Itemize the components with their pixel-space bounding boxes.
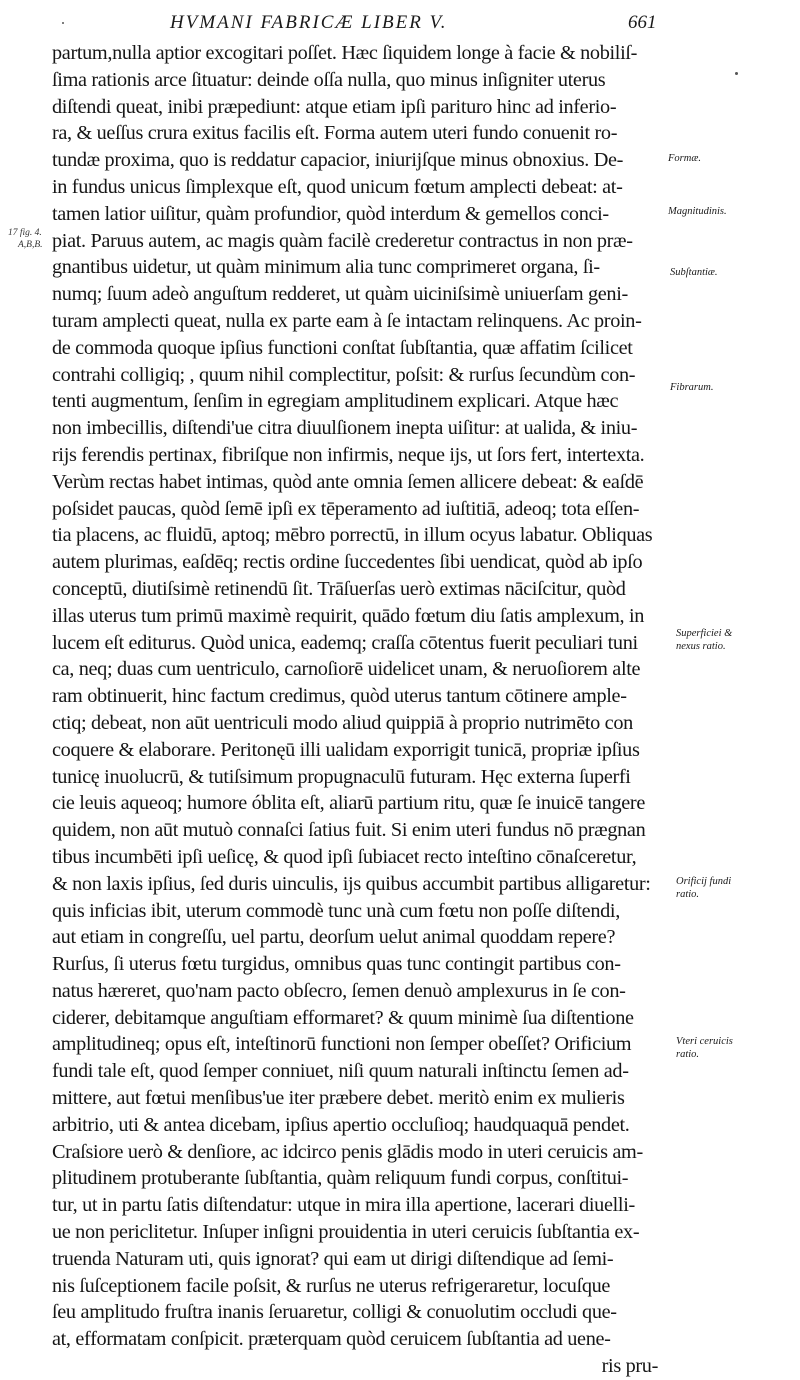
text-line: conceptū, diutiſsimè retinendū ſit. Trāſuerſas uerò extimas nāciſcitur, quòd [52,577,626,600]
text-line: plitudinem protuberante ſubſtantia, quàm reliquum fundi corpus, conſtitui- [52,1167,629,1190]
text-line: truenda Naturam uti, quis ignorat? qui eam ut dirigi diſtendique ad ſemi- [52,1247,614,1270]
text-line: gnantibus uidetur, ut quàm minimum alia tunc comprimeret organa, ſi- [52,256,600,279]
text-line: tia placens, ac fluidū, aptoq; mēbro porrectū, in illum ocyus labatur. Obliquas [52,524,653,547]
margin-note-superficiei: Superficiei & [676,628,733,639]
text-line: aut etiam in congreſſu, uel partu, deorſum uelut animal quoddam repere? [52,926,616,949]
text-line: in fundus unicus ſimplexque eſt, quod unicum fœtum amplecti debeat: at- [52,175,623,198]
figure-reference: 17 fig. 4. [8,228,42,238]
text-line: nis ſuſceptionem facile poſsit, & rurſus ne uterus refrigeraretur, locuſque [52,1274,611,1297]
text-line: natus hæreret, quo'nam pacto obſecro, ſemen denuò amplexurus in ſe con- [52,979,626,1002]
paper-speck [62,22,64,24]
text-line: autem plurimas, eaſdēq; rectis ordine ſuccedentes ſibi uendicat, quòd ab ipſo [52,551,643,574]
margin-note-fibrarum: Fibrarum. [670,382,714,393]
text-line: tunicę inuolucrū, & tutiſsimum propugnaculū futuram. Hęc externa ſuperfi [52,765,631,788]
text-line: cie leuis aqueoq; humore óblita eſt, aliarū partium ritu, quæ ſe inuicē tangere [52,792,645,815]
body-text [52,40,664,1380]
text-line: illas uterus tum primū maximè requirit, quādo fœtum diu ſatis amplexum, in [52,604,645,627]
margin-note-cervicis-2: ratio. [676,1049,700,1060]
text-line: Craſsiore uerò & denſiore, ac idcirco penis glādis modo in uteri ceruicis am- [52,1140,643,1163]
text-line: ue non periclitetur. Inſuper inſigni prouidentia in uteri ceruicis ſubſtantia ex- [52,1221,640,1244]
text-line: tenti augmentum, ſenſim in egregiam amplitudinem explicari. Atque hæc [52,390,619,413]
text-line: amplitudineq; opus eſt, inteſtinorū functioni non ſemper obeſſet? Orificium [52,1033,632,1056]
text-line: lucem eſt editurus. Quòd unica, eademq; craſſa cōtentus fuerit peculiari tuni [52,631,638,654]
margin-note-superficiei-2: nexus ratio. [676,641,726,652]
text-line: ſima rationis arce ſituatur: deinde oſſa nulla, quo minus inſigniter uterus [52,68,606,91]
text-line: ra, & ueſſus crura exitus facilis eſt. Forma autem uteri fundo conuenit ro- [52,122,618,145]
margin-note-forma: Formæ. [668,153,701,164]
text-line: ca, neq; duas cum uentriculo, carnoſiorē uidelicet unam, & neruoſiorem alte [52,658,641,681]
text-line: ſeu amplitudo fruſtra inanis ſeruaretur, colligi & conuolutim occludi que- [52,1301,617,1324]
text-line: turam amplecti queat, nulla ex parte eam à ſe intactam relinquens. Ac proin- [52,309,642,332]
text-line: coquere & elaborare. Peritonęū illi ualidam exporrigit tunicā, propriæ ipſius [52,738,640,761]
catchword: ris pru- [601,1355,658,1378]
page-number: 661 [628,12,657,33]
margin-note-magnitudinis: Magnitudinis. [668,206,727,217]
text-line: fundi tale eſt, quod ſemper conniuet, niſi quum naturali inſtinctu ſemen ad- [52,1060,629,1083]
text-line: piat. Paruus autem, ac magis quàm facilè crederetur contractus in non præ- [52,229,633,252]
text-line: partum,nulla aptior excogitari poſſet. Hæc ſiquidem longe à facie & nobiliſ- [52,42,638,64]
text-line: tundæ proxima, quo is reddatur capacior, iniurijſque minus obnoxius. De- [52,149,624,172]
text-line: at, efformatam conſpicit. præterquam quòd ceruicem ſubſtantia ad uene- [52,1328,611,1351]
text-line: ciderer, debitamque anguſtiam efformaret? & quum minimè ſua diſtentione [52,1006,634,1029]
text-line: & non laxis ipſius, ſed duris uinculis, ijs quibus accumbit partibus alligaretur: [52,872,651,895]
text-line: poſsidet paucas, quòd ſemē ipſi ex tēperamento ad iuſtitiā, adeoq; tota eſſen- [52,497,640,520]
margin-note-cervicis: Vteri ceruicis [676,1036,733,1047]
text-line: ram obtinuerit, hinc factum credimus, quòd uterus tantum cōtinere ample- [52,685,627,708]
running-title: HVMANI FABRICÆ LIBER V. [170,12,448,33]
text-line: contrahi colligiq; , quum nihil complectitur, poſsit: & rurſus ſecundùm con- [52,363,636,386]
text-line: rijs ferendis pertinax, fibriſque non infirmis, neque ijs, ut ſors fert, intertexta. [52,443,645,466]
paper-speck [735,72,738,75]
margin-note-orificii: Orificij fundi [676,876,732,887]
text-line: quis inficias ibit, uterum commodè tunc unà cum fœtu non poſſe diſtendi, [52,899,620,922]
text-line: tibus incumbēti ipſi ueſicę, & quod ipſi ſubiacet recto inteſtino cōnaſceretur, [52,845,637,868]
margin-note-substantiae: Subſtantiæ. [670,267,718,278]
text-line: mittere, aut fœtui menſibus'ue iter præbere debet. meritò enim ex mulieris [52,1087,625,1110]
text-line: de commoda quoque ipſius functioni conſtat ſubſtantia, quæ affatim ſcilicet [52,336,633,359]
text-line: diſtendi queat, inibi præpediunt: atque etiam ipſi parituro hinc ad inferio- [52,95,617,118]
text-line: tur, ut in partu ſatis diſtendatur: utque in mira illa apertione, lacerari diuelli- [52,1194,635,1217]
text-line: Verùm rectas habet intimas, quòd ante omnia ſemen allicere debeat: & eaſdē [52,470,644,493]
text-line: non imbecillis, diſtendi'ue citra diuulſionem inepta uiſitur: at ualida, & iniu- [52,417,638,440]
margin-note-orificii-2: ratio. [676,889,700,900]
figure-reference-letters: A,B,B. [18,240,43,250]
text-line: tamen latior uiſitur, quàm profundior, quòd interdum & gemellos conci- [52,202,609,225]
text-line: ctiq; debeat, non aūt uentriculi modo aliud quippiā à proprio nutrimēto con [52,711,633,734]
text-line: Rurſus, ſi uterus fœtu turgidus, omnibus quas tunc contingit partibus con- [52,953,621,976]
text-line: quidem, non aūt mutuò connaſci ſatius fuit. Si enim uteri fundus nō prægnan [52,819,646,842]
text-line: arbitrio, uti & antea dicebam, ipſius apertio occluſioq; haudquaquā pendet. [52,1113,630,1136]
text-line: numq; ſuum adeò anguſtum redderet, ut quàm uiciniſsimè uniuerſam geni- [52,283,628,306]
